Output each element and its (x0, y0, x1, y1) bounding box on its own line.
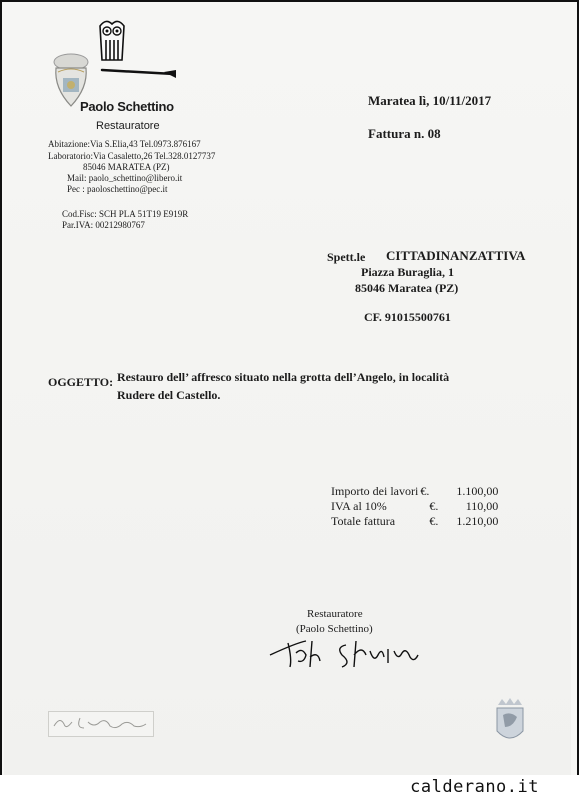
totals-currency: €. (420, 484, 430, 498)
totals-amount: 110,00 (465, 499, 499, 513)
totals-table (331, 484, 498, 529)
totals-amount: 1.100,00 (456, 484, 499, 498)
totals-row (331, 499, 498, 514)
sender-piva: Par.IVA: 00212980767 (62, 220, 145, 230)
subject-line-2: Rudere del Castello. (117, 388, 221, 402)
signature-title: Restauratore (307, 608, 363, 620)
sender-laboratorio: Laboratorio:Via Casaletto,26 Tel.328.0127737 (48, 151, 216, 161)
subject-label: OGGETTO: (48, 375, 114, 389)
faded-signature-stamp (50, 712, 150, 734)
crest-stamp-icon (493, 697, 527, 747)
recipient-city: 85046 Maratea (PZ) (355, 281, 459, 295)
sender-title: Restauratore (96, 120, 160, 132)
invoice-number: Fattura n. 08 (368, 126, 441, 141)
owl-brush-icon (92, 18, 177, 80)
footer-bar (0, 775, 579, 800)
signature-name: (Paolo Schettino) (296, 623, 373, 635)
handwritten-signature (266, 633, 426, 673)
recipient-name: CITTADINANZATTIVA (386, 248, 526, 263)
totals-label: Importo dei lavori (331, 484, 419, 498)
sender-city: 85046 MARATEA (PZ) (83, 162, 170, 172)
sender-name: Paolo Schettino (80, 99, 174, 114)
footer-watermark: calderano.it (410, 777, 539, 797)
recipient-cf: CF. 91015500761 (364, 310, 451, 324)
totals-row (331, 514, 498, 529)
totals-label: IVA al 10% (331, 499, 387, 513)
subject-line-1: Restauro dell’ affresco situato nella grotta dell’Angelo, in località (117, 370, 450, 384)
totals-amount: 1.210,00 (456, 514, 499, 528)
totals-currency: €. (429, 514, 439, 528)
sender-mail: Mail: paolo_schettino@libero.it (67, 173, 183, 183)
sender-pec: Pec : paoloschettino@pec.it (67, 184, 168, 194)
sender-codfisc: Cod.Fisc: SCH PLA 51T19 E919R (62, 209, 189, 219)
recipient-street: Piazza Buraglia, 1 (361, 265, 454, 279)
sender-abitazione: Abitazione:Via S.Elia,43 Tel.0973.876167 (48, 139, 201, 149)
totals-currency: €. (429, 499, 439, 513)
place-date: Maratea lì, 10/11/2017 (368, 93, 492, 108)
totals-row (331, 484, 498, 499)
recipient-prefix: Spett.le (327, 250, 366, 264)
totals-label: Totale fattura (331, 514, 396, 528)
